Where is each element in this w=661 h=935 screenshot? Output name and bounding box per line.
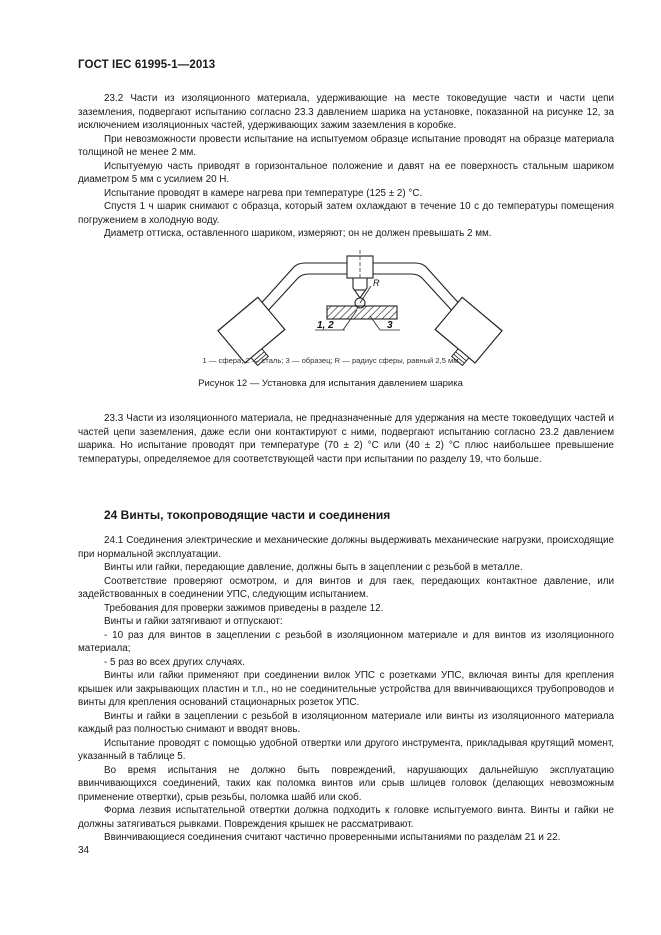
paragraph: Требования для проверки зажимов приведены в разделе 12. bbox=[104, 602, 384, 614]
figure-legend: 1 — сфера; 2 — сталь; 3 — образец; R — радиус сферы, равный 2,5 мм bbox=[202, 356, 459, 365]
paragraph: Испытание проводят в камере нагрева при температуре (125 ± 2) °С. bbox=[104, 187, 423, 199]
paragraph: Винты и гайки в зацеплении с резьбой в изоляционном материале или винты из изоляционного материала каждый раз полностью снимают и вводят вновь. bbox=[78, 710, 614, 735]
document-header: ГОСТ IEC 61995-1—2013 bbox=[78, 59, 216, 71]
paragraph: 24.1 Соединения электрические и механические должны выдерживать механические нагрузки, происходящие при нормальной эксплуатации. bbox=[78, 535, 614, 560]
figure-caption: Рисунок 12 — Установка для испытания давлением шарика bbox=[198, 378, 463, 389]
paragraph: При невозможности провести испытание на испытуемом образце испытание проводят на образце материала толщиной не менее 2 мм. bbox=[78, 133, 614, 158]
paragraph: Винты и гайки затягивают и отпускают: bbox=[104, 616, 283, 627]
paragraph: Винты или гайки применяют при соединении вилок УПС с розетками УПС, включая винты для крепления крышек или закрывающих пластин и т.п., но не соединительные устройства для ввинчивающихся трубопроводов и винты для крепления оснований стационарных розеток УПС. bbox=[78, 670, 614, 708]
label-r: R bbox=[373, 278, 380, 288]
paragraph: Во время испытания не должно быть повреждений, нарушающих дальнейшую эксплуатацию ввинчивающихся соединений, таких как поломка винтов или срыв шлицев головок (делающих невозможным применение отвертки), срыв резьбы, поломка шайб или скоб. bbox=[78, 764, 614, 803]
paragraph: Испытание проводят с помощью удобной отвертки или другого инструмента, прикладывая крутящий момент, указанный в таблице 5. bbox=[78, 737, 614, 762]
paragraph: Испытуемую часть приводят в горизонтальное положение и давят на ее поверхность стальным шариком диаметром 5 мм с усилием 20 Н. bbox=[78, 160, 614, 185]
list-item: - 10 раз для винтов в зацеплении с резьбой в изоляционном материале и для винтов из изоляционного материала; bbox=[78, 629, 614, 654]
section-24-1 bbox=[78, 534, 614, 845]
center-clamp bbox=[347, 250, 373, 308]
section-23-2 bbox=[78, 92, 614, 241]
paragraph: Диаметр оттиска, оставленного шариком, измеряют; он не должен превышать 2 мм. bbox=[104, 228, 492, 239]
label-3: 3 bbox=[387, 320, 393, 331]
paragraph: Ввинчивающиеся соединения считают частично проверенными испытаниями по разделам 21 и 22. bbox=[104, 832, 561, 843]
paragraph: Форма лезвия испытательной отвертки должна подходить к головке испытуемого винта. Винты и гайки не должны затягиваться рывками. Повреждения крышек не рассматривают. bbox=[78, 805, 614, 830]
section-23-3 bbox=[78, 412, 614, 466]
section-heading-24: 24 Винты, токопроводящие части и соединения bbox=[104, 508, 391, 522]
specimen bbox=[327, 306, 397, 319]
label-1-2: 1, 2 bbox=[317, 320, 334, 331]
paragraph: Спустя 1 ч шарик снимают с образца, который затем охлаждают в течение 10 с до температуры помещения погружением в холодную воду. bbox=[78, 201, 614, 226]
paragraph: 23.3 Части из изоляционного материала, не предназначенные для удержания на месте токоведущих частей и частей цепи заземления, даже если они контактируют с ними, подвергают испытанию согласно 23.2 давлением шарика. Но испытание проводят при температуре (70 ± 2) °С или (40 ± 2) °С плюс наибольшее превышение температуры, определяемое для соответствующей части при испытании по разделу 19, что больше. bbox=[78, 413, 614, 465]
paragraph: Винты или гайки, передающие давление, должны быть в зацеплении с резьбой в металле. bbox=[104, 562, 523, 573]
list-item: - 5 раз во всех других случаях. bbox=[104, 656, 245, 668]
page-number: 34 bbox=[78, 845, 90, 856]
paragraph: Соответствие проверяют осмотром, и для винтов и для гаек, передающих контактное давление, или задействованных в соединении УПС, следующим испытанием. bbox=[78, 575, 614, 600]
paragraph: 23.2 Части из изоляционного материала, удерживающие на месте токоведущие части и части цепи заземления, подвергают испытанию согласно 23.3 давлением шарика на установке, показанной на рисунке 12, за исключением изоляционных частей, удерживающих зажим заземления в коробке. bbox=[78, 93, 614, 131]
